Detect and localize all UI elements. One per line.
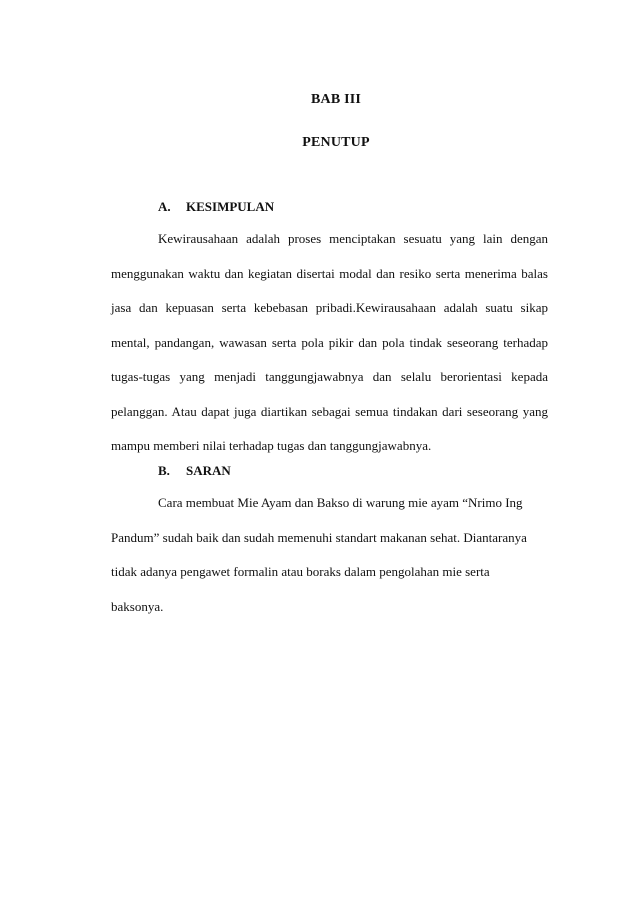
kesimpulan-paragraph: Kewirausahaan adalah proses menciptakan sesuatu yang lain dengan menggunakan waktu dan kegiatan disertai modal dan resiko serta menerima balas jasa dan kepuasan serta kebebasan pribadi.Kewirausahaan adalah suatu sikap mental, pandangan, wawasan serta pola pikir dan pola tindak seseorang terhadap tugas-tugas yang menjadi tanggungjawabnya dan selalu berorientasi kepada pelanggan. Atau dapat juga diartikan sebagai semua tindakan dari seseorang yang mampu memberi nilai terhadap tugas dan tanggungjawabnya. bbox=[111, 231, 548, 453]
paragraph-line: Cara membuat Mie Ayam dan Bakso di warung mie ayam “Nrimo Ing bbox=[158, 495, 523, 510]
saran-paragraph bbox=[111, 486, 548, 624]
paragraph-line: tidak adanya pengawet formalin atau boraks dalam pengolahan mie serta bbox=[111, 564, 490, 579]
paragraph-line: Pandum” sudah baik dan sudah memenuhi standart makanan sehat. Diantaranya bbox=[111, 529, 527, 545]
section-heading-kesimpulan bbox=[158, 199, 274, 215]
section-letter: A. bbox=[158, 199, 171, 214]
section-heading-saran bbox=[158, 463, 231, 479]
section-title: SARAN bbox=[186, 463, 231, 478]
paragraph-line: baksonya. bbox=[111, 598, 164, 614]
chapter-number: BAB III bbox=[310, 92, 362, 107]
chapter-title: PENUTUP bbox=[302, 135, 370, 150]
section-letter: B. bbox=[158, 463, 170, 478]
section-title: KESIMPULAN bbox=[186, 199, 275, 214]
